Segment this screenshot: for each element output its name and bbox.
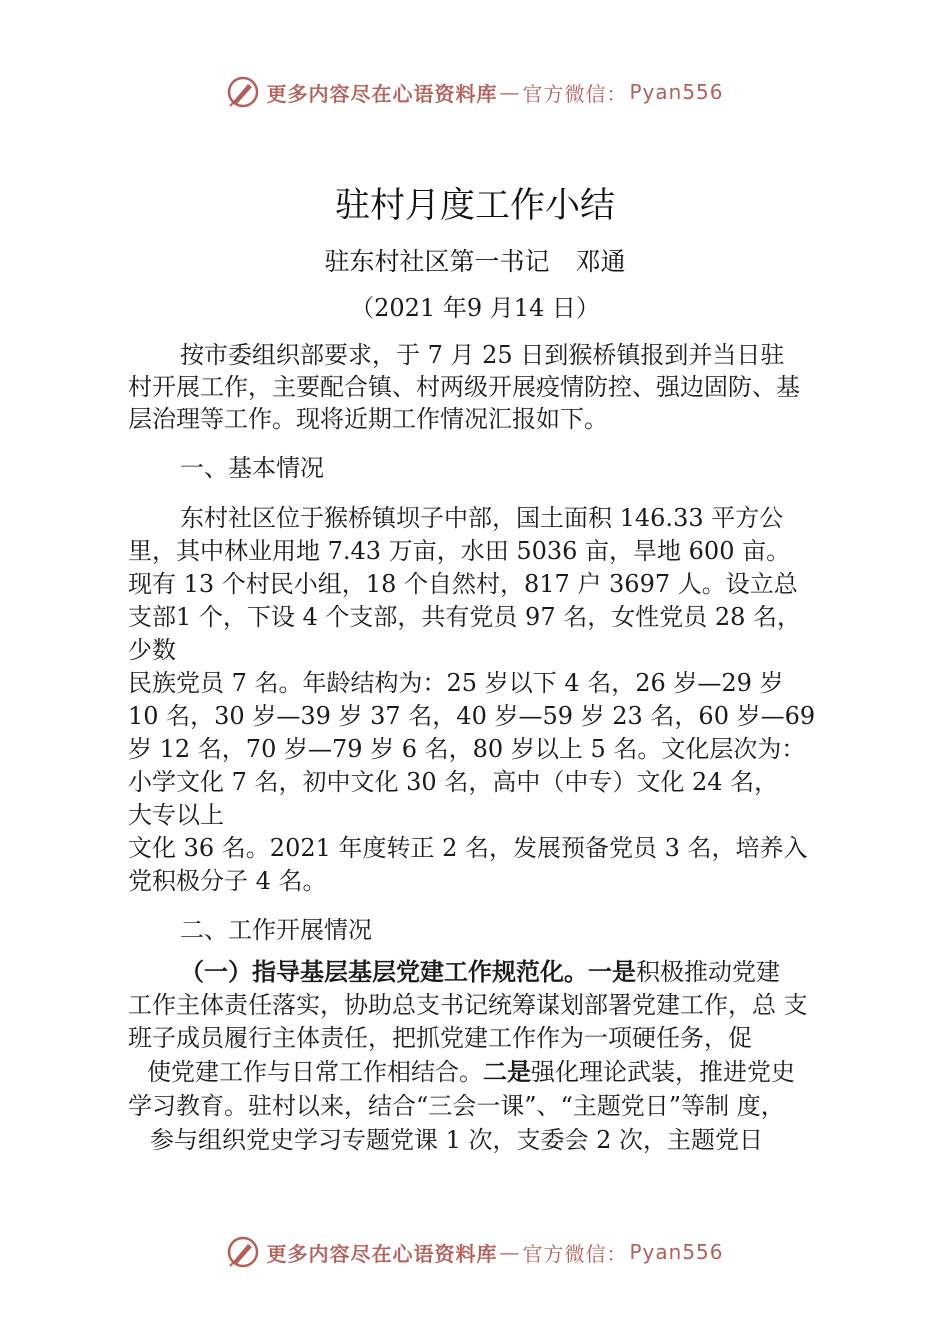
subtitle-org: 驻东村社区第一书记 bbox=[324, 247, 550, 276]
document-subtitle bbox=[0, 242, 950, 278]
watermark-dash: — bbox=[499, 80, 521, 104]
watermark-label: 官方微信： bbox=[522, 81, 628, 106]
text-line: 东村社区位于猴桥镇坝子中部，国土面积 146.33 平方公 bbox=[180, 504, 784, 532]
text-line bbox=[147, 1056, 795, 1088]
text-line: 班子成员履行主体责任，把抓党建工作作为一项硬任务，促 bbox=[128, 1024, 752, 1052]
header-watermark bbox=[0, 72, 950, 112]
text-line bbox=[180, 956, 780, 988]
text-fragment: 使党建工作与日常工作相结合。 bbox=[147, 1058, 483, 1086]
bold-marker: 二是 bbox=[483, 1058, 531, 1086]
document-title: 驻村月度工作小结 bbox=[334, 186, 615, 226]
watermark-wechat-id: Pyan556 bbox=[629, 1240, 724, 1264]
text-line: 层治理等工作。现将近期工作情况汇报如下。 bbox=[128, 405, 608, 433]
watermark-label: 官方微信： bbox=[522, 1241, 628, 1266]
section-heading: 二、工作开展情况 bbox=[180, 916, 372, 944]
text-fragment: 强化理论武装，推进党史 bbox=[531, 1058, 795, 1086]
document-date: （2021 年9 月14 日） bbox=[350, 294, 600, 322]
text-line: 村开展工作，主要配合镇、村两级开展疫情防控、强边固防、基 bbox=[128, 373, 800, 401]
text-line: 按市委组织部要求，于 7 月 25 日到猴桥镇报到并当日驻 bbox=[180, 341, 785, 369]
quill-logo-icon bbox=[226, 75, 260, 109]
text-line: 支部1 个，下设 4 个支部，共有党员 97 名，女性党员 28 名， bbox=[128, 603, 802, 631]
text-line: 岁 12 名，70 岁—79 岁 6 名，80 岁以上 5 名。文化层次为： bbox=[128, 735, 806, 763]
text-line: 10 名，30 岁—39 岁 37 名，40 岁—59 岁 23 名，60 岁—69 bbox=[128, 702, 816, 730]
watermark-wechat-id: Pyan556 bbox=[629, 80, 724, 104]
text-line: 里，其中林业用地 7.43 万亩，水田 5036 亩，旱地 600 亩。 bbox=[128, 537, 791, 565]
text-line: 少数 bbox=[128, 636, 176, 664]
footer-watermark bbox=[0, 1232, 950, 1272]
text-line: 大专以上 bbox=[128, 801, 224, 829]
watermark-dash: — bbox=[499, 1240, 521, 1264]
subsection-heading: （一）指导基层基层党建工作规范化。一是 bbox=[180, 958, 636, 986]
watermark-main-text: 更多内容尽在心语资料库 bbox=[266, 1241, 498, 1266]
section-heading: 一、基本情况 bbox=[180, 454, 324, 482]
text-line: 党积极分子 4 名。 bbox=[128, 867, 327, 895]
text-line: 参与组织党史学习专题党课 1 次，支委会 2 次，主题党日 bbox=[150, 1126, 764, 1154]
text-line: 工作主体责任落实，协助总支书记统筹谋划部署党建工作，总 支 bbox=[128, 991, 808, 1019]
text-line: 现有 13 个村民小组，18 个自然村，817 户 3697 人。设立总 bbox=[128, 570, 798, 598]
text-line: 小学文化 7 名，初中文化 30 名，高中（中专）文化 24 名， bbox=[128, 768, 779, 796]
text-line: 民族党员 7 名。年龄结构为：25 岁以下 4 名，26 岁—29 岁 bbox=[128, 669, 784, 697]
text-line: 文化 36 名。2021 年度转正 2 名，发展预备党员 3 名，培养入 bbox=[128, 834, 808, 862]
text-fragment: 积极推动党建 bbox=[636, 958, 780, 986]
text-line: 学习教育。驻村以来，结合“三会一课”、“主题党日”等制 度， bbox=[128, 1092, 785, 1120]
subtitle-name: 邓通 bbox=[575, 247, 626, 276]
watermark-main-text: 更多内容尽在心语资料库 bbox=[266, 81, 498, 106]
quill-logo-icon bbox=[226, 1235, 260, 1269]
